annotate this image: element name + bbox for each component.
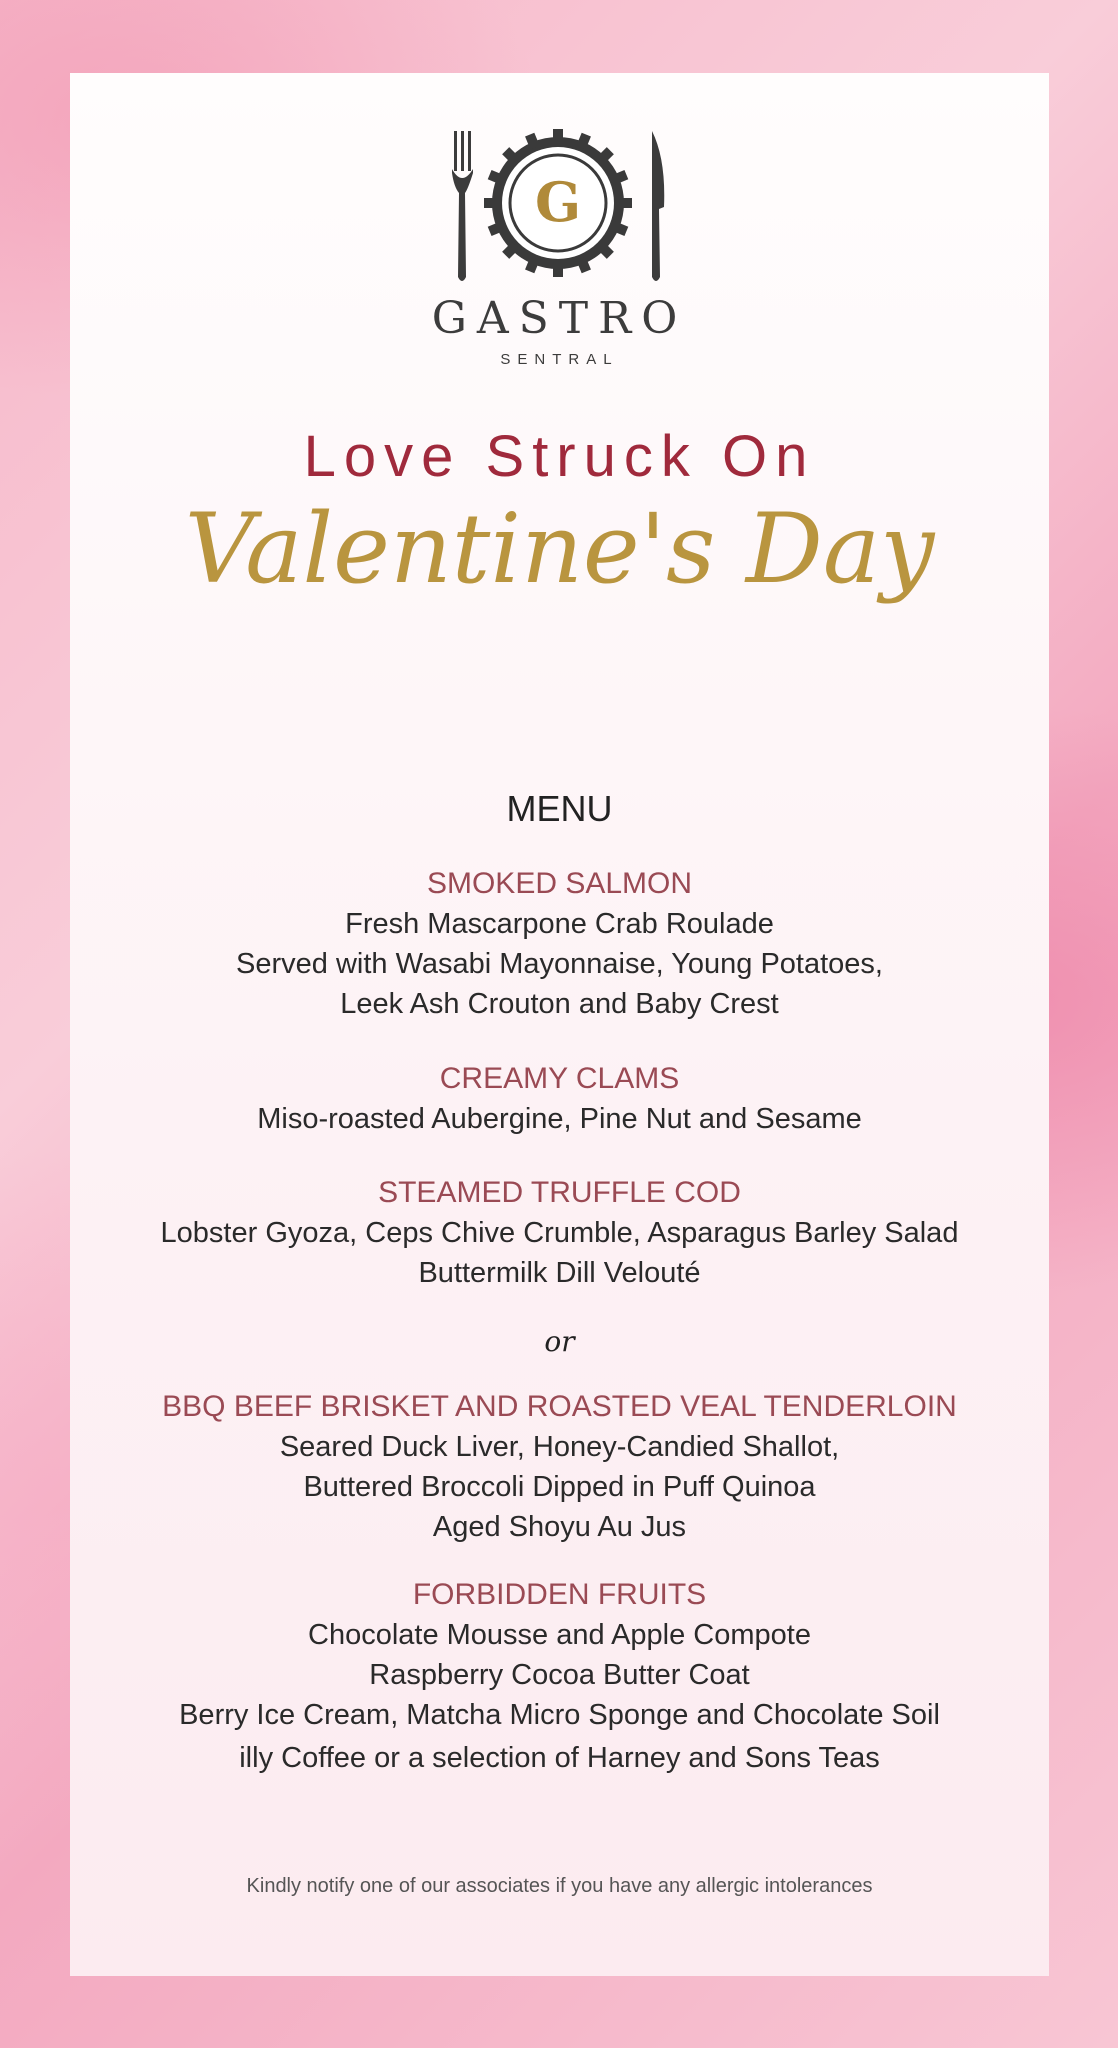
course-title: SMOKED SALMON (426, 867, 693, 900)
course-line: Berry Ice Cream, Matcha Micro Sponge and Chocolate Soil (179, 1699, 940, 1731)
menu-title: MENU (506, 788, 613, 829)
allergy-note: Kindly notify one of our associates if you have any allergic intolerances (246, 1875, 873, 1897)
course-4 (70, 1387, 1049, 1547)
course-line: Chocolate Mousse and Apple Compote (308, 1619, 811, 1651)
course-title: BBQ BEEF BRISKET AND ROASTED VEAL TENDERLOIN (162, 1390, 957, 1423)
logo (70, 129, 1049, 449)
course-3 (70, 1173, 1049, 1293)
script-title: Valentine's Day (184, 493, 935, 605)
brand-subname: SENTRAL (500, 351, 619, 368)
menu-card (70, 73, 1049, 1976)
course-line: Leek Ash Crouton and Baby Crest (340, 988, 779, 1020)
course-line: Fresh Mascarpone Crab Roulade (345, 908, 774, 940)
course-2 (70, 1059, 1049, 1139)
beverage-line: illy Coffee or a selection of Harney and Sons Teas (239, 1742, 880, 1774)
beverage (70, 1738, 1049, 1778)
knife-icon (652, 131, 664, 281)
course-line: Raspberry Cocoa Butter Coat (369, 1659, 750, 1691)
fork-icon (452, 131, 473, 281)
course-title: CREAMY CLAMS (439, 1062, 680, 1095)
emblem-letter: G (534, 170, 582, 234)
course-line: Served with Wasabi Mayonnaise, Young Potatoes, (236, 948, 883, 980)
headline: Love Struck On (303, 424, 816, 489)
course-5 (70, 1575, 1049, 1735)
course-title: FORBIDDEN FRUITS (412, 1578, 707, 1611)
course-line: Buttermilk Dill Velouté (418, 1257, 701, 1289)
course-line: Lobster Gyoza, Ceps Chive Crumble, Asparagus Barley Salad (160, 1217, 959, 1249)
brand-name: GASTRO (431, 293, 688, 344)
course-title: STEAMED TRUFFLE COD (378, 1176, 741, 1209)
or-divider: or (544, 1325, 575, 1358)
course-line: Miso-roasted Aubergine, Pine Nut and Sesame (257, 1103, 862, 1135)
course-line: Aged Shoyu Au Jus (432, 1511, 687, 1543)
course-line: Buttered Broccoli Dipped in Puff Quinoa (303, 1471, 816, 1503)
course-line: Seared Duck Liver, Honey-Candied Shallot, (279, 1431, 840, 1463)
course-1 (70, 864, 1049, 1024)
